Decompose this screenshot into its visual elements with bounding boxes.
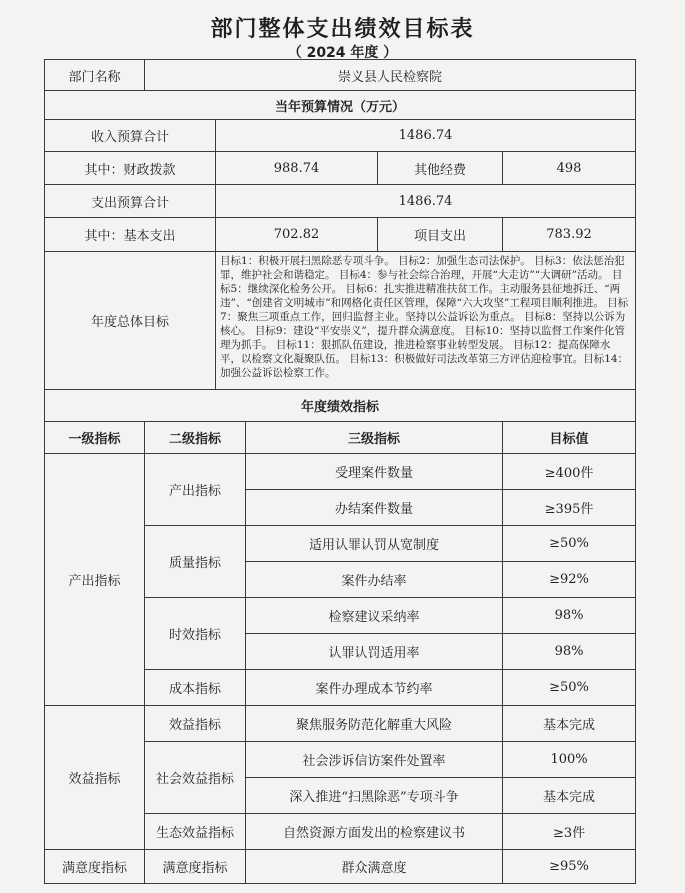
level2-ecology: 生态效益指标 <box>145 814 246 850</box>
col-target: 目标值 <box>503 422 636 454</box>
performance-target-table <box>44 59 636 884</box>
other-funds-value: 498 <box>503 152 636 185</box>
annual-goals-text: 目标1：积极开展扫黑除恶专项斗争。 目标2：加强生态司法保护。 目标3：依法惩治犯罪，维护社会和谐稳定。 目标4：参与社会综合治理，开展“大走访”“大调研”活动。 目标5：继续深化检务公开。 目标6：扎实推进精准扶贫工作。主动服务县征地拆迁、“两违”、“创建省文明城市”和网格化责任区管理，保障“六大攻坚”工程项目顺利推进。 目标7：聚焦三项重点工作，回归监督主业。坚持以公益诉讼为重点。 目标8：坚持以公诉为核心。 目标9：建设“平安崇义”，提升群众满意度。 目标10：坚持以监督工作案件化管理为抓手。 目标11：狠抓队伍建设，推进检察事业转型发展。 目标12：提高保障水平，以检察文化凝聚队伍。 目标13：积极做好司法改革第三方评估迎检事宜。目标14：加强公益诉讼检察工作。 <box>216 252 636 390</box>
expense-total-value: 1486.74 <box>216 185 636 218</box>
level2-quality: 质量指标 <box>145 526 246 598</box>
indicator-value: ≥50% <box>503 526 636 562</box>
indicator-name: 群众满意度 <box>246 850 503 884</box>
dept-label: 部门名称 <box>45 60 145 91</box>
indicator-name: 检察建议采纳率 <box>246 598 503 634</box>
level1-satisfaction: 满意度指标 <box>45 850 145 884</box>
indicator-value: ≥95% <box>503 850 636 884</box>
table-row <box>45 185 636 218</box>
indicator-name: 聚焦服务防范化解重大风险 <box>246 706 503 742</box>
table-row <box>45 850 636 884</box>
level1-output: 产出指标 <box>45 454 145 706</box>
level2-timeliness: 时效指标 <box>145 598 246 670</box>
table-row <box>45 252 636 390</box>
table-row <box>45 120 636 152</box>
annual-goals-label: 年度总体目标 <box>45 252 216 390</box>
year-label: （ 2024 年度 ） <box>287 45 398 61</box>
table-row <box>45 91 636 120</box>
col-level1: 一级指标 <box>45 422 145 454</box>
indicator-value: ≥3件 <box>503 814 636 850</box>
table-row <box>45 60 636 91</box>
indicator-name: 案件办结率 <box>246 562 503 598</box>
performance-header: 年度绩效指标 <box>45 390 636 422</box>
indicator-value: 基本完成 <box>503 706 636 742</box>
table-row <box>45 454 636 490</box>
table-row <box>45 422 636 454</box>
income-total-label: 收入预算合计 <box>45 120 216 152</box>
indicator-name: 适用认罪认罚从宽制度 <box>246 526 503 562</box>
level2-social: 社会效益指标 <box>145 742 246 814</box>
level2-quantity: 产出指标 <box>145 454 246 526</box>
indicator-name: 案件办理成本节约率 <box>246 670 503 706</box>
indicator-name: 办结案件数量 <box>246 490 503 526</box>
project-expense-value: 783.92 <box>503 218 636 252</box>
table-row <box>45 706 636 742</box>
basic-expense-value: 702.82 <box>216 218 378 252</box>
indicator-name: 深入推进“扫黑除恶”专项斗争 <box>246 778 503 814</box>
income-total-value: 1486.74 <box>216 120 636 152</box>
fiscal-label: 其中：财政拨款 <box>45 152 216 185</box>
indicator-value: 基本完成 <box>503 778 636 814</box>
indicator-value: ≥50% <box>503 670 636 706</box>
indicator-value: ≥395件 <box>503 490 636 526</box>
indicator-value: ≥400件 <box>503 454 636 490</box>
dept-value: 崇义县人民检察院 <box>145 60 636 91</box>
level2-cost: 成本指标 <box>145 670 246 706</box>
indicator-name: 社会涉诉信访案件处置率 <box>246 742 503 778</box>
indicator-name: 自然资源方面发出的检察建议书 <box>246 814 503 850</box>
other-funds-label: 其他经费 <box>378 152 503 185</box>
table-row <box>45 218 636 252</box>
table-row <box>45 152 636 185</box>
level2-satisfaction: 满意度指标 <box>145 850 246 884</box>
indicator-value: ≥92% <box>503 562 636 598</box>
expense-total-label: 支出预算合计 <box>45 185 216 218</box>
level2-effect: 效益指标 <box>145 706 246 742</box>
indicator-value: 100% <box>503 742 636 778</box>
indicator-name: 认罪认罚适用率 <box>246 634 503 670</box>
indicator-value: 98% <box>503 634 636 670</box>
budget-header: 当年预算情况（万元） <box>45 91 636 120</box>
page-title: 部门整体支出绩效目标表 <box>210 17 475 42</box>
fiscal-value: 988.74 <box>216 152 378 185</box>
indicator-value: 98% <box>503 598 636 634</box>
basic-expense-label: 其中：基本支出 <box>45 218 216 252</box>
level1-benefit: 效益指标 <box>45 706 145 850</box>
project-expense-label: 项目支出 <box>378 218 503 252</box>
indicator-name: 受理案件数量 <box>246 454 503 490</box>
col-level2: 二级指标 <box>145 422 246 454</box>
table-row <box>45 390 636 422</box>
col-level3: 三级指标 <box>246 422 503 454</box>
